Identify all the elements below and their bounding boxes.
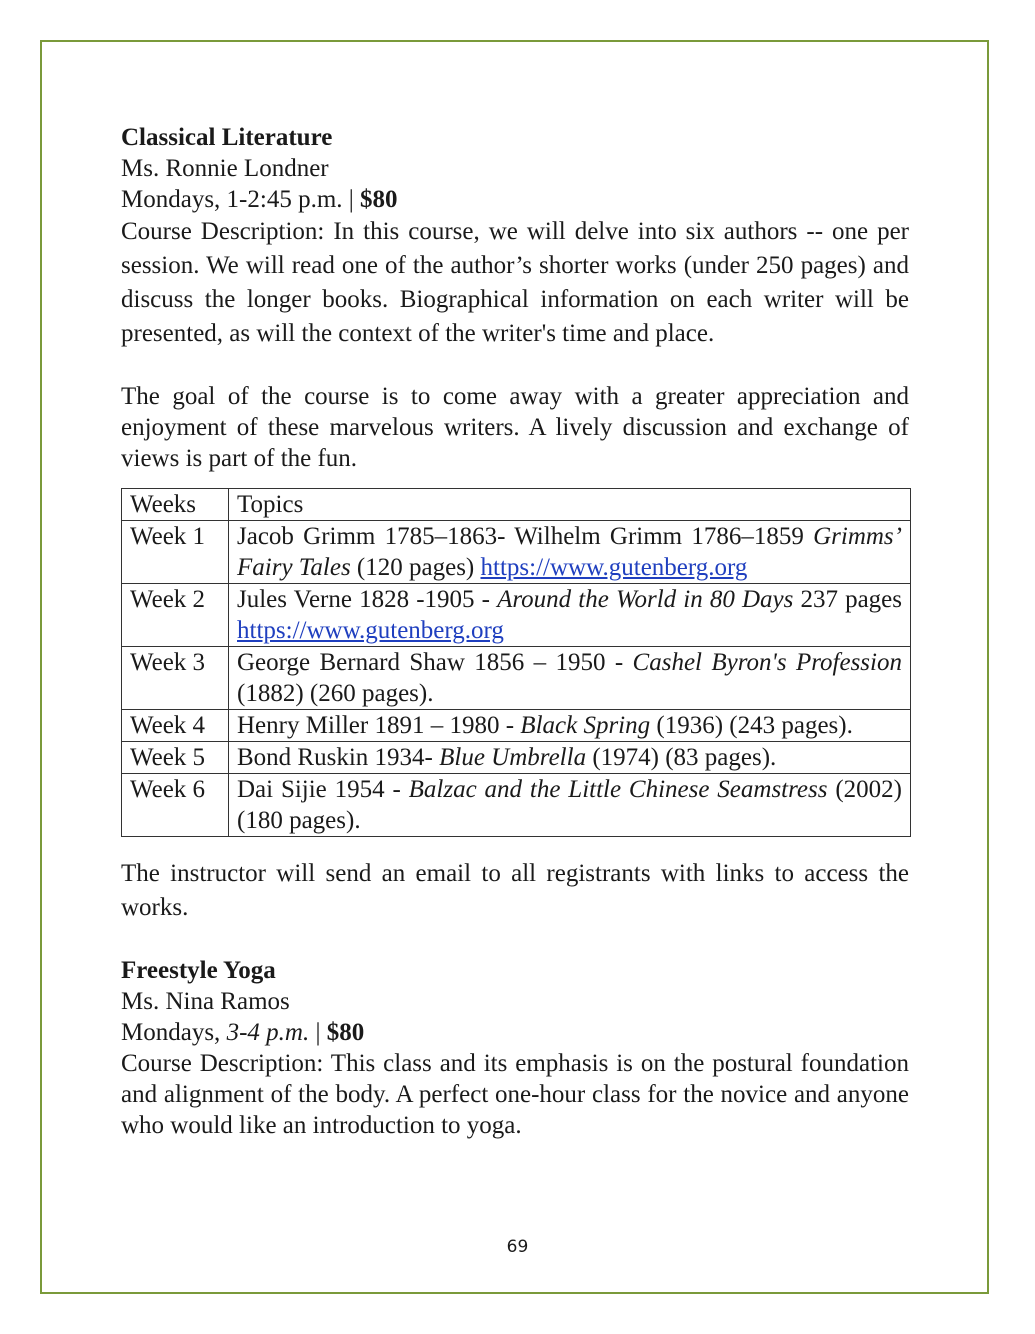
table-row <box>122 710 911 742</box>
topic-book-title: Cashel Byron's Profession <box>632 649 902 676</box>
course-price: $80 <box>360 186 398 213</box>
week-cell: Week 5 <box>122 742 229 774</box>
topic-cell <box>229 584 911 647</box>
course2-schedule <box>121 1017 909 1048</box>
schedule-text: Mondays, 1-2:45 p.m. | <box>121 186 361 213</box>
topic-cell <box>229 774 911 837</box>
page-content <box>121 122 909 1141</box>
topic-author: George Bernard Shaw 1856 – 1950 - <box>237 649 633 676</box>
topic-book-title: Around the World in 80 Days <box>497 586 794 613</box>
header-weeks: Weeks <box>122 489 229 521</box>
topic-author: Dai Sijie 1954 - <box>237 776 409 803</box>
course-instructor: Ms. Ronnie Londner <box>121 155 329 182</box>
header-topics: Topics <box>229 489 911 521</box>
gutenberg-link[interactable]: https://www.gutenberg.org <box>480 554 748 581</box>
topic-details: (120 pages) <box>350 554 481 581</box>
course2-description: Course Description: This class and its emphasis is on the postural foundation and alignment of the body. A perfect one-hour class for the novice and anyone who would like an introduction to yoga. <box>121 1050 909 1139</box>
schedule-time: 3-4 p.m. <box>226 1019 310 1046</box>
table-row <box>122 647 911 710</box>
topic-details: 237 pages <box>793 586 903 613</box>
week-cell: Week 1 <box>122 521 229 584</box>
course2-title: Freestyle Yoga <box>121 957 276 984</box>
topic-book-title: Blue Umbrella <box>439 744 587 771</box>
topic-book-title: Black Spring <box>520 712 651 739</box>
course-description: Course Description: In this course, we will delve into six authors -- one per session. We will read one of the author’s shorter works (under 250 pages) and discuss the longer books. Biographical information on each writer will be presented, as will the context of the writer's time and place. <box>121 218 909 347</box>
table-row <box>122 584 911 647</box>
table-row <box>122 742 911 774</box>
gutenberg-link[interactable]: https://www.gutenberg.org <box>237 617 504 644</box>
topic-cell <box>229 710 911 742</box>
course2-price: $80 <box>326 1019 365 1046</box>
table-row <box>122 774 911 837</box>
weeks-table <box>121 488 911 837</box>
topic-author: Jacob Grimm 1785–1863- Wilhelm Grimm 1786–1859 <box>237 523 814 550</box>
topic-book-title: Grimms’ Fairy Tales <box>237 523 902 581</box>
topic-book-title: Balzac and the Little Chinese Seamstress <box>408 776 828 803</box>
instructor-note: The instructor will send an email to all registrants with links to access the works. <box>121 860 909 921</box>
topic-cell <box>229 647 911 710</box>
week-cell: Week 2 <box>122 584 229 647</box>
topic-details: (1882) (260 pages). <box>237 680 434 707</box>
topic-author: Jules Verne 1828 -1905 - <box>237 586 498 613</box>
topic-cell <box>229 521 911 584</box>
topic-cell <box>229 742 911 774</box>
topic-details: (1974) (83 pages). <box>586 744 777 771</box>
course-schedule <box>121 184 909 215</box>
course2-instructor: Ms. Nina Ramos <box>121 988 290 1015</box>
week-cell: Week 3 <box>122 647 229 710</box>
table-header-row <box>122 489 911 521</box>
table-row <box>122 521 911 584</box>
course-title: Classical Literature <box>121 124 333 151</box>
topic-details: (2002) (180 pages). <box>237 776 902 834</box>
topic-author: Henry Miller 1891 – 1980 - <box>237 712 521 739</box>
page-number: 69 <box>506 1237 529 1257</box>
schedule-sep: | <box>309 1019 327 1046</box>
topic-details: (1936) (243 pages). <box>650 712 853 739</box>
topic-author: Bond Ruskin 1934- <box>237 744 440 771</box>
course-goal: The goal of the course is to come away with a greater appreciation and enjoyment of these marvelous writers. A lively discussion and exchange of views is part of the fun. <box>121 383 909 472</box>
week-cell: Week 4 <box>122 710 229 742</box>
week-cell: Week 6 <box>122 774 229 837</box>
schedule-day: Mondays, <box>121 1019 227 1046</box>
